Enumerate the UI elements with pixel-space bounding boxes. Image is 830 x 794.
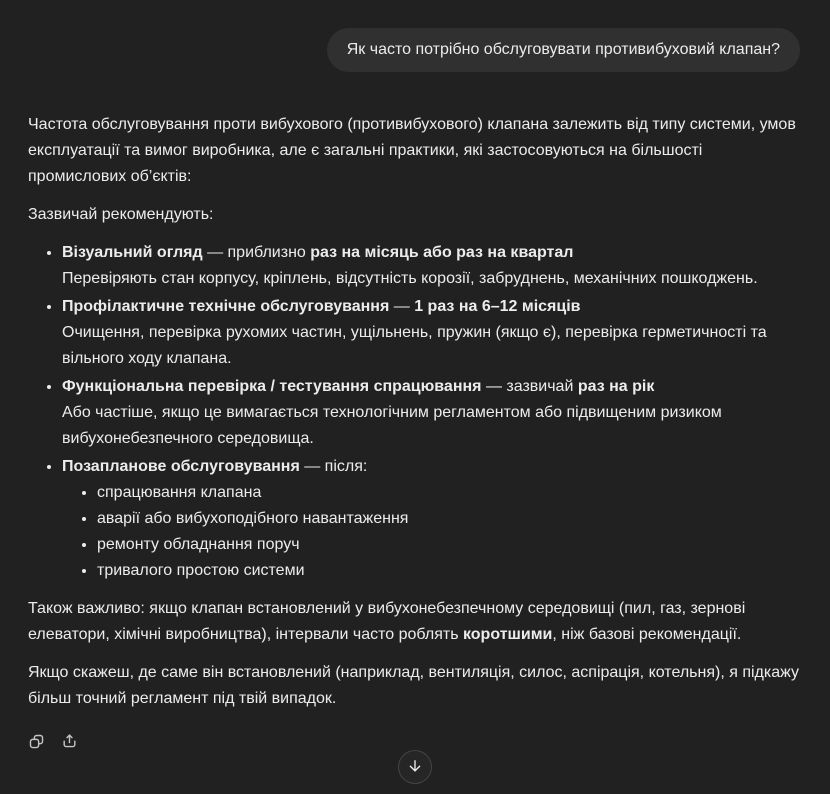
assistant-message: [28, 112, 800, 754]
user-message-bubble: [327, 28, 800, 72]
list-item: [62, 294, 800, 372]
list-item-title: • Функціональна перевірка / тестування спрацювання — зазвичай раз на рік: [62, 378, 655, 395]
sub-list-item: • тривалого простою системи: [97, 558, 800, 584]
list-item-title: • Візуальний огляд — приблизно раз на місяць або раз на квартал: [62, 244, 574, 261]
share-button[interactable]: [56, 728, 82, 754]
list-item: [62, 240, 800, 292]
share-icon: [61, 733, 78, 750]
arrow-down-icon: [406, 757, 424, 778]
paragraph-note: Також важливо: якщо клапан встановлений у вибухонебезпечному середовищі (пил, газ, зернові елеватори, хімічні виробництва), інтервали часто роблять коротшими, ніж базові рекомендації.: [28, 600, 746, 643]
scroll-to-bottom-button[interactable]: [398, 750, 432, 784]
copy-button[interactable]: [23, 728, 49, 754]
user-message-row: [28, 0, 800, 72]
paragraph-recommend-heading: Зазвичай рекомендують:: [28, 206, 214, 223]
sub-list-item: • ремонту обладнання поруч: [97, 532, 800, 558]
sub-list-item: • аварії або вибухоподібного навантаження: [97, 506, 800, 532]
list-item-title: • Профілактичне технічне обслуговування — 1 раз на 6–12 місяців: [62, 298, 581, 315]
recommendations-list: [28, 240, 800, 584]
sub-list-item: • спрацювання клапана: [97, 480, 800, 506]
list-item: [62, 454, 800, 584]
list-item: [62, 374, 800, 452]
list-item-body: Або частіше, якщо це вимагається технологічним регламентом або підвищеним ризиком вибухонебезпечного середовища.: [62, 404, 722, 447]
paragraph-followup: Якщо скажеш, де саме він встановлений (наприклад, вентиляція, силос, аспірація, котельня), я підкажу більш точний регламент під твій випадок.: [28, 664, 799, 707]
list-item-body: Очищення, перевірка рухомих частин, ущільнень, пружин (якщо є), перевірка герметичності та вільного ходу клапана.: [62, 324, 767, 367]
user-message-text: Як часто потрібно обслуговувати противибуховий клапан?: [346, 41, 780, 58]
list-item-title: • Позапланове обслуговування — після:: [62, 458, 368, 475]
list-item-body: Перевіряють стан корпусу, кріплень, відсутність корозії, забруднень, механічних пошкоджень.: [62, 270, 758, 287]
copy-icon: [28, 733, 45, 750]
paragraph-intro: Частота обслуговування проти вибухового (противибухового) клапана залежить від типу системи, умов експлуатації та вимог виробника, але є загальні практики, які застосовуються на більшості промислових об’єктів:: [28, 116, 796, 185]
unscheduled-sub-list: [62, 480, 800, 584]
